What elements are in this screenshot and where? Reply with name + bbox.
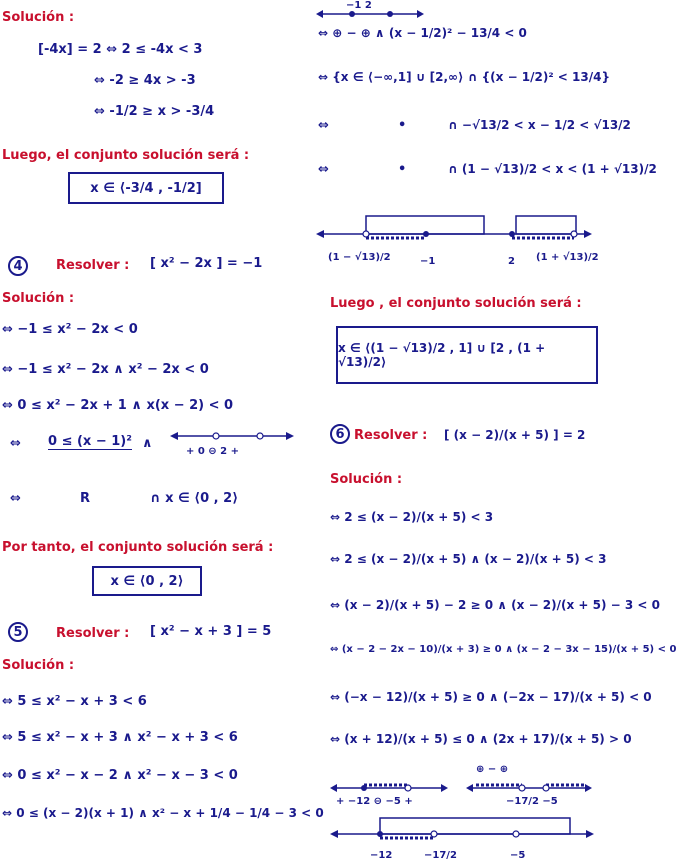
problem-number-4-label: 4	[13, 258, 23, 274]
solution-heading-1: Solución :	[2, 10, 75, 25]
step-line-2: ⇔ -2 ≥ 4x > -3	[94, 73, 196, 88]
solution-heading-6: Solución :	[330, 472, 403, 487]
s4-line-5-arrow: ⇔	[10, 491, 21, 506]
nl5-label-2: −1	[420, 256, 436, 267]
s4-line-1: ⇔ −1 ≤ x² − 2x < 0	[2, 322, 138, 337]
s4-line-2: ⇔ −1 ≤ x² − 2x ∧ x² − 2x < 0	[2, 362, 209, 377]
conclusion-text-1: Luego, el conjunto solución será :	[2, 148, 250, 163]
step-line-3: ⇔ -1/2 ≥ x > -3/4	[94, 104, 215, 119]
number-line-1-labels: + 0 ⊖ 2 +	[186, 446, 239, 457]
s6-line-1: ⇔ 2 ≤ (x − 2)/(x + 5) < 3	[330, 510, 494, 524]
s5-line-4: ⇔ 0 ≤ (x − 2)(x + 1) ∧ x² − x + 1/4 − 1/4 − 3 < 0	[2, 806, 324, 820]
r-line-2: ⇔ {x ∈ ⟨−∞,1] ∪ [2,∞⟩ ∩ {(x − 1/2)² < 13/4}	[318, 70, 611, 84]
r-line-4: ∩ (1 − √13)/2 < x < (1 + √13)/2	[448, 162, 657, 176]
problem-6-equation: [ (x − 2)/(x + 5) ] = 2	[444, 428, 586, 442]
solution-heading-5: Solución :	[2, 658, 75, 673]
r-line-3-arrow: ⇔	[318, 118, 329, 133]
s4-line-4-and: ∧	[142, 436, 153, 451]
conclusion-text-5: Luego , el conjunto solución será :	[330, 296, 582, 311]
problem-number-5	[8, 622, 28, 642]
s5-line-2: ⇔ 5 ≤ x² − x + 3 ∧ x² − x + 3 < 6	[2, 730, 238, 745]
step-line-1: [-4x] = 2 ⇔ 2 ≤ -4x < 3	[38, 42, 203, 57]
r-line-4-arrow: ⇔	[318, 162, 329, 177]
s6-line-5: ⇔ (−x − 12)/(x + 5) ≥ 0 ∧ (−2x − 17)/(x + 5) < 0	[330, 690, 652, 704]
s6-line-6: ⇔ (x + 12)/(x + 5) ≤ 0 ∧ (2x + 17)/(x + 5) > 0	[330, 732, 632, 746]
nl5-label-3: 2	[508, 256, 515, 267]
problem-number-5-label: 5	[13, 624, 23, 640]
problem-5-resolver: Resolver :	[56, 626, 130, 641]
r-line-3: ∩ −√13/2 < x − 1/2 < √13/2	[448, 118, 631, 132]
number-line-6a	[330, 780, 450, 794]
s5-line-1: ⇔ 5 ≤ x² − x + 3 < 6	[2, 694, 147, 709]
solution-heading-4: Solución :	[2, 291, 75, 306]
s4-line-5-interval: ∩ x ∈ ⟨0 , 2⟩	[150, 491, 239, 506]
answer-box-5	[336, 326, 598, 384]
nl6c-label-2: −17/2	[424, 850, 457, 861]
number-line-6a-labels: + −12 ⊖ −5 +	[336, 796, 413, 807]
number-line-6b-signs: ⊕ − ⊕	[476, 764, 509, 775]
s4-line-3: ⇔ 0 ≤ x² − 2x + 1 ∧ x(x − 2) < 0	[2, 398, 234, 413]
number-line-6c	[330, 812, 596, 848]
s4-line-4-square: 0 ≤ (x − 1)²	[48, 434, 132, 449]
answer-text-5: x ∈ ⟨(1 − √13)/2 , 1] ∪ [2 , (1 + √13)/2⟩	[338, 341, 546, 369]
problem-4-resolver: Resolver :	[56, 258, 130, 273]
answer-text-1: x ∈ ⟨-3/4 , -1/2]	[90, 180, 202, 196]
s5-line-3: ⇔ 0 ≤ x² − x − 2 ∧ x² − x − 3 < 0	[2, 768, 238, 783]
nl6c-label-3: −5	[510, 850, 526, 861]
problem-6-resolver: Resolver :	[354, 428, 428, 443]
number-line-6b	[466, 780, 594, 794]
nl5-label-4: (1 + √13)/2	[536, 252, 599, 263]
r-line-3-dot: •	[398, 118, 407, 133]
number-line-6b-labels: −17/2 −5	[506, 796, 558, 807]
problem-number-4	[8, 256, 28, 276]
r-line-4-dot: •	[398, 162, 407, 177]
nl6c-label-1: −12	[370, 850, 393, 861]
problem-5-equation: [ x² − x + 3 ] = 5	[150, 624, 272, 639]
number-line-top-labels: −1 2	[346, 0, 372, 11]
nl5-label-1: (1 − √13)/2	[328, 252, 391, 263]
s6-line-2: ⇔ 2 ≤ (x − 2)/(x + 5) ∧ (x − 2)/(x + 5) < 3	[330, 552, 607, 566]
s6-line-3: ⇔ (x − 2)/(x + 5) − 2 ≥ 0 ∧ (x − 2)/(x + 5) − 3 < 0	[330, 598, 661, 612]
number-line-intervals-5	[316, 208, 596, 248]
problem-number-6	[330, 424, 350, 444]
problem-number-6-label: 6	[335, 426, 345, 442]
answer-box-1	[68, 172, 224, 204]
answer-text-4: x ∈ ⟨0 , 2⟩	[110, 573, 184, 589]
s4-line-5-real: R	[80, 491, 91, 506]
answer-box-4	[92, 566, 202, 596]
s6-line-4: ⇔ (x − 2 − 2x − 10)/(x + 3) ≥ 0 ∧ (x − 2 − 3x − 15)/(x + 5) < 0	[330, 644, 676, 655]
s4-line-4-arrow: ⇔	[10, 436, 21, 451]
conclusion-text-4: Por tanto, el conjunto solución será :	[2, 540, 274, 555]
r-line-1: ⇔ ⊕ − ⊕ ∧ (x − 1/2)² − 13/4 < 0	[318, 26, 527, 40]
problem-4-equation: [ x² − 2x ] = −1	[150, 256, 263, 271]
